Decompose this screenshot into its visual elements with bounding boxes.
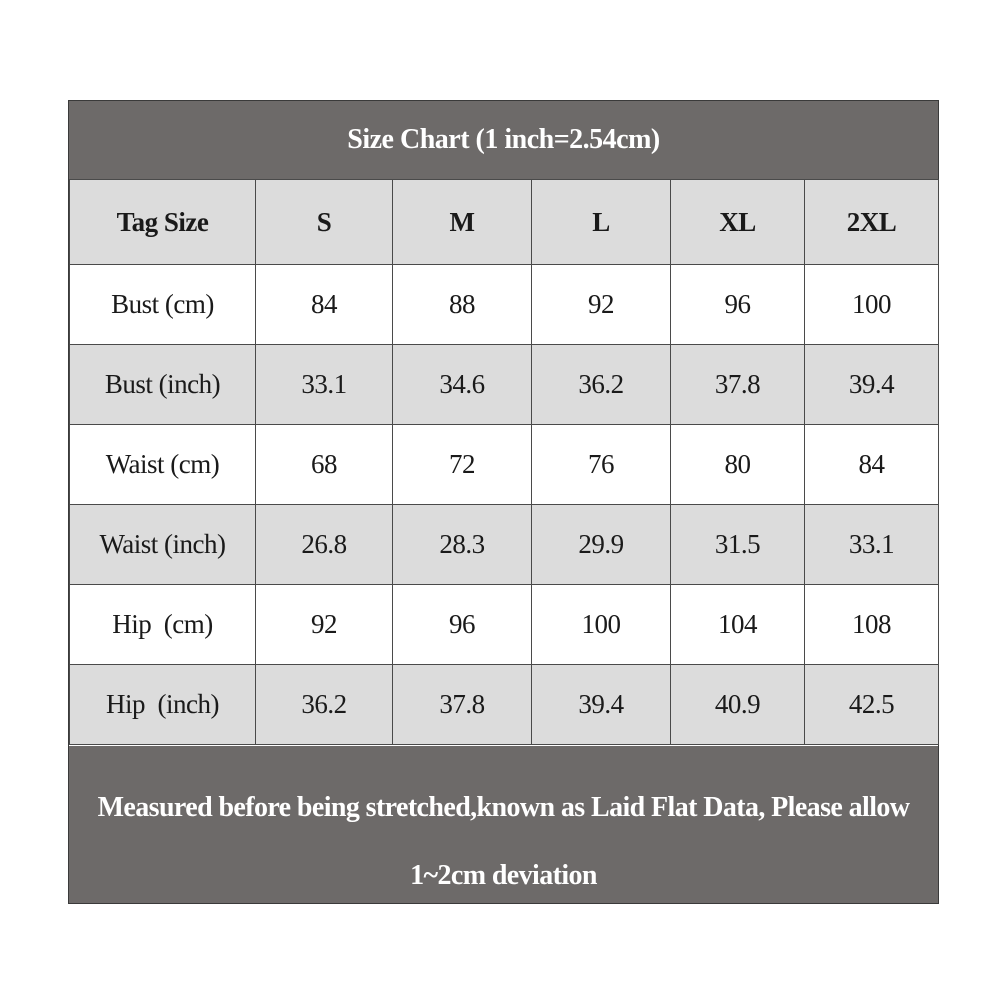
row-label: Bust (inch) <box>70 345 256 425</box>
header-size-xl: XL <box>671 180 805 265</box>
table-cell: 84 <box>256 265 393 345</box>
size-chart-title: Size Chart (1 inch=2.54cm) <box>69 101 938 179</box>
table-row-waist-inch <box>70 505 939 585</box>
row-label: Waist (inch) <box>70 505 256 585</box>
header-size-l: L <box>532 180 671 265</box>
table-cell: 100 <box>805 265 939 345</box>
table-header-row <box>70 180 939 265</box>
table-cell: 31.5 <box>671 505 805 585</box>
table-cell: 36.2 <box>256 665 393 745</box>
table-cell: 84 <box>805 425 939 505</box>
measurement-note <box>69 746 938 903</box>
table-cell: 36.2 <box>532 345 671 425</box>
size-chart <box>68 100 939 904</box>
table-cell: 92 <box>256 585 393 665</box>
table-cell: 39.4 <box>805 345 939 425</box>
table-cell: 96 <box>393 585 532 665</box>
table-cell: 100 <box>532 585 671 665</box>
measurement-note-line1: Measured before being stretched,known as Laid Flat Data, Please allow <box>97 792 910 823</box>
table-cell: 26.8 <box>256 505 393 585</box>
table-row-bust-cm <box>70 265 939 345</box>
table-row-hip-inch <box>70 665 939 745</box>
table-cell: 29.9 <box>532 505 671 585</box>
table-cell: 37.8 <box>393 665 532 745</box>
row-label: Hip (cm) <box>70 585 256 665</box>
table-cell: 76 <box>532 425 671 505</box>
table-cell: 88 <box>393 265 532 345</box>
table-cell: 37.8 <box>671 345 805 425</box>
size-table <box>69 179 939 745</box>
table-cell: 34.6 <box>393 345 532 425</box>
row-label: Bust (cm) <box>70 265 256 345</box>
measurement-note-line2: 1~2cm deviation <box>410 860 597 891</box>
table-cell: 108 <box>805 585 939 665</box>
table-cell: 33.1 <box>256 345 393 425</box>
table-cell: 39.4 <box>532 665 671 745</box>
header-size-2xl: 2XL <box>805 180 939 265</box>
row-label: Waist (cm) <box>70 425 256 505</box>
table-cell: 96 <box>671 265 805 345</box>
row-label: Hip (inch) <box>70 665 256 745</box>
table-cell: 40.9 <box>671 665 805 745</box>
table-cell: 33.1 <box>805 505 939 585</box>
header-size-m: M <box>393 180 532 265</box>
table-cell: 72 <box>393 425 532 505</box>
table-cell: 68 <box>256 425 393 505</box>
table-cell: 104 <box>671 585 805 665</box>
table-cell: 42.5 <box>805 665 939 745</box>
header-size-s: S <box>256 180 393 265</box>
table-row-bust-inch <box>70 345 939 425</box>
table-cell: 28.3 <box>393 505 532 585</box>
table-cell: 80 <box>671 425 805 505</box>
header-tag-size: Tag Size <box>70 180 256 265</box>
table-row-hip-cm <box>70 585 939 665</box>
table-row-waist-cm <box>70 425 939 505</box>
table-cell: 92 <box>532 265 671 345</box>
